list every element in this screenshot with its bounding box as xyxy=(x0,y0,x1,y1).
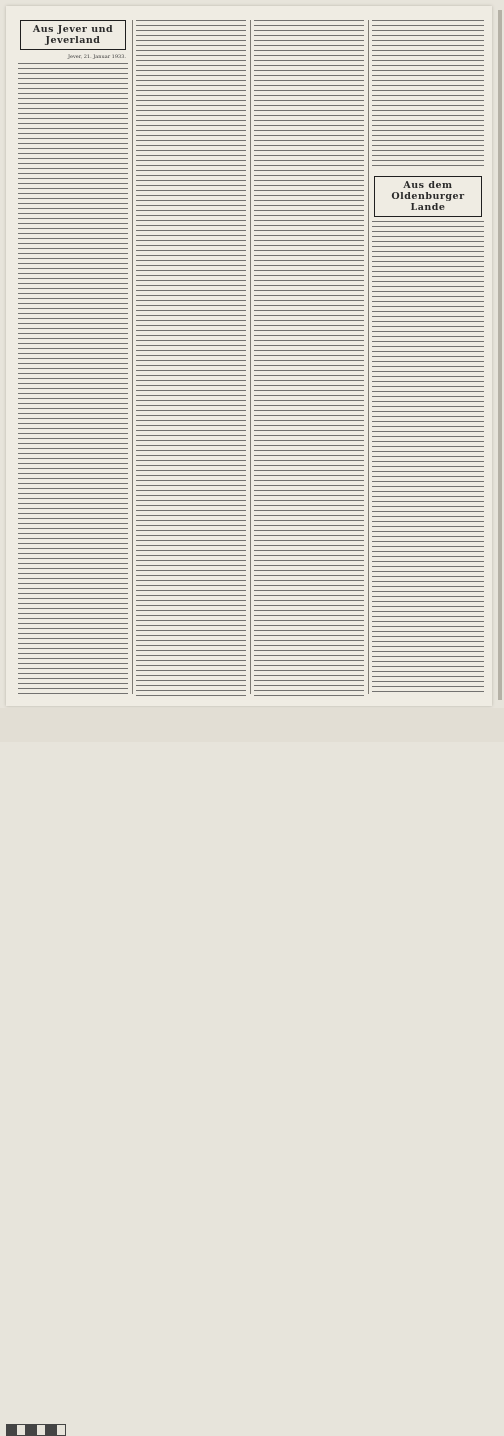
newspaper-page xyxy=(6,6,492,706)
scan-footer xyxy=(0,708,504,742)
column-1 xyxy=(18,20,128,696)
column-3 xyxy=(254,20,364,696)
body-text-column-3 xyxy=(254,20,364,696)
body-text-column-2 xyxy=(136,20,246,696)
column-2 xyxy=(136,20,246,696)
column-rule xyxy=(368,20,369,694)
body-text-column-4-bottom xyxy=(372,221,484,696)
body-text-column-1 xyxy=(18,63,128,696)
body-text-column-4-top xyxy=(372,20,484,170)
scan-scale-bar xyxy=(6,1424,66,1436)
column-rule xyxy=(250,20,251,694)
section-dateline: Jever, 21. Januar 1933. xyxy=(67,54,126,60)
column-4 xyxy=(372,20,484,696)
column-rule xyxy=(132,20,133,694)
section-heading-oldenburg: Aus dem Oldenburger Lande xyxy=(374,176,482,217)
page-edge xyxy=(498,10,502,700)
section-heading-jever: Aus Jever und Jeverland xyxy=(20,20,126,50)
